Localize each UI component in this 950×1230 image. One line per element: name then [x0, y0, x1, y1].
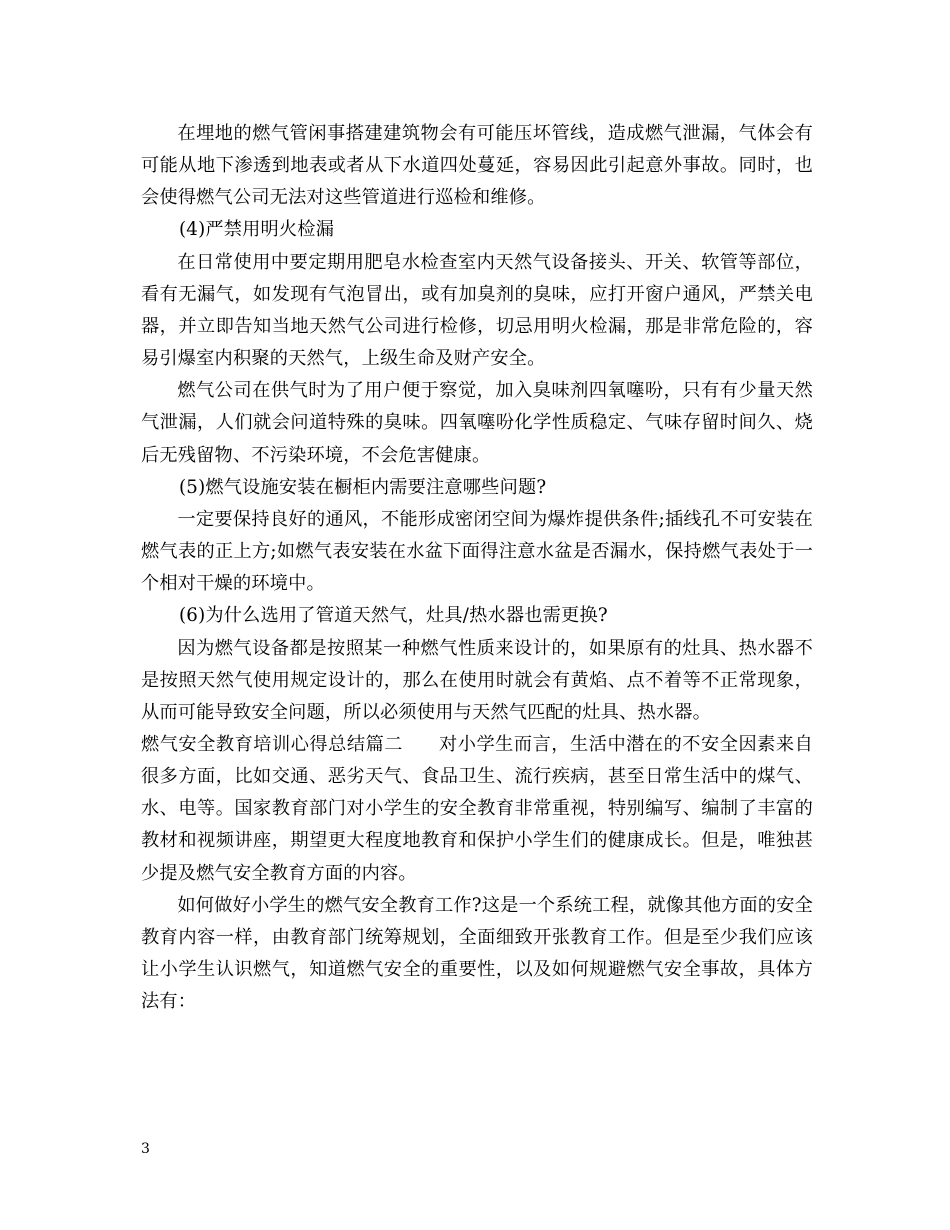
heading-cabinet-installation: (5)燃气设施安装在橱柜内需要注意哪些问题?: [179, 476, 547, 498]
paragraph-closing: 如何做好小学生的燃气安全教育工作?这是一个系统工程，就像其他方面的安全教育内容一样，由教育部门统筹规划，全面细致开张教育工作。但是至少我们应该让小学生认识燃气，知道燃气安全的重要性，以及如何规避燃气安全事故，具体方法有：: [141, 894, 813, 1013]
document-body: [141, 118, 813, 1018]
paragraph-buried-pipeline-risk: 在埋地的燃气管闲事搭建建筑物会有可能压坏管线，造成燃气泄漏，气体会有可能从地下渗透到地表或者从下水道四处蔓延，容易因此引起意外事故。同时，也会使得燃气公司无法对这些管道进行巡检和维修。: [141, 123, 813, 209]
section-title: 燃气安全教育培训心得总结篇二: [141, 733, 404, 755]
page-number: 3: [141, 1141, 150, 1157]
paragraph-appliance-compatibility: 因为燃气设备都是按照某一种燃气性质来设计的，如果原有的灶具、热水器不是按照天然气使用规定设计的，那么在使用时就会有黄焰、点不着等不正常现象，从而可能导致安全问题，所以必须使用与天然气匹配的灶具、热水器。: [141, 637, 813, 723]
paragraph-odorant: 燃气公司在供气时为了用户便于察觉，加入臭味剂四氧噻吩，只有有少量天然气泄漏，人们就会问道特殊的臭味。四氧噻吩化学性质稳定、气味存留时间久、烧后无残留物、不污染环境，不会危害健康。: [141, 380, 813, 466]
section-intro-text: 对小学生而言，生活中潜在的不安全因素来自很多方面，比如交通、恶劣天气、食品卫生、流行疾病，甚至日常生活中的煤气、水、电等。国家教育部门对小学生的安全教育非常重视，特别编写、编制了丰富的教材和视频讲座，期望更大程度地教育和保护小学生们的健康成长。但是，唯独甚少提及燃气安全教育方面的内容。: [141, 733, 813, 884]
paragraph-leak-check: 在日常使用中要定期用肥皂水检查室内天然气设备接头、开关、软管等部位，看有无漏气，如发现有气泡冒出，或有加臭剂的臭味，应打开窗户通风，严禁关电器，并立即告知当地天然气公司进行检修，切忌用明火检漏，那是非常危险的，容易引爆室内积聚的天然气，上级生命及财产安全。: [141, 251, 813, 370]
heading-no-open-flame: (4)严禁用明火检漏: [179, 219, 335, 241]
paragraph-cabinet-ventilation: 一定要保持良好的通风，不能形成密闭空间为爆炸提供条件;插线孔不可安装在燃气表的正上方;如燃气表安装在水盆下面得注意水盆是否漏水，保持燃气表处于一个相对干燥的环境中。: [141, 508, 813, 595]
section-two-paragraph: [141, 729, 813, 890]
heading-appliance-replacement: (6)为什么选用了管道天然气，灶具/热水器也需更换?: [179, 605, 608, 627]
